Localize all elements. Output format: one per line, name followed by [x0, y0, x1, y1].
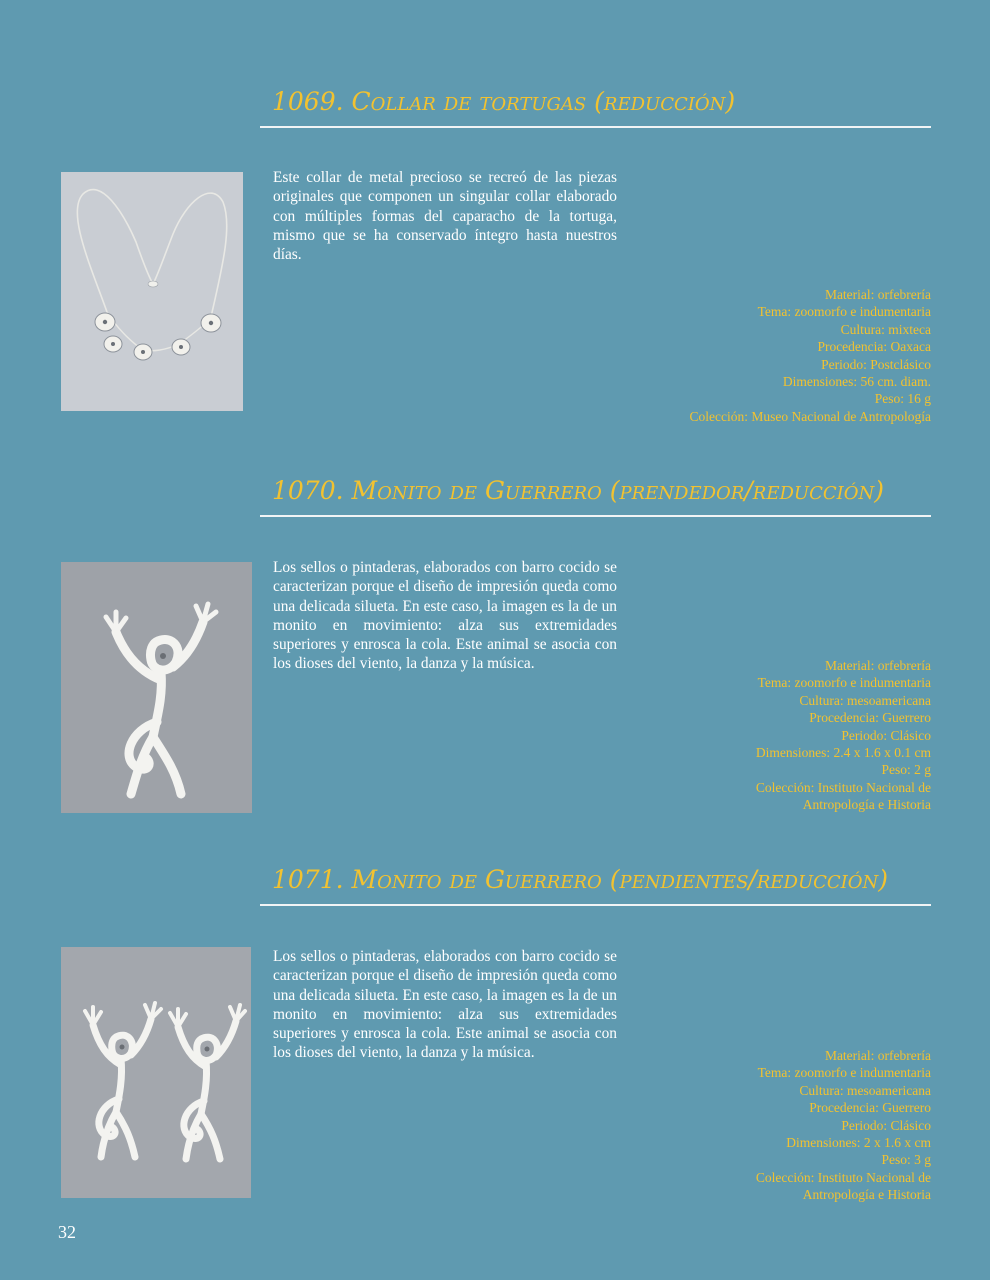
- spec-material: Material: orfebrería: [824, 1048, 931, 1063]
- entry-specs: [601, 1047, 931, 1204]
- title-divider: [260, 515, 931, 517]
- spec-coleccion-continued: Antropología e Historia: [802, 797, 931, 813]
- monkey-earrings-photo: [61, 947, 251, 1198]
- entry-title: 1071. Monito de Guerrero (pendientes/reducción): [272, 865, 889, 894]
- entry-title: 1069. Collar de tortugas (reducción): [272, 87, 736, 116]
- necklace-image: [61, 172, 243, 411]
- monkey-brooch-photo: [61, 562, 252, 813]
- title-divider: [260, 126, 931, 128]
- spec-procedencia: Procedencia: Oaxaca: [817, 339, 931, 355]
- spec-procedencia: Procedencia: Guerrero: [809, 1100, 931, 1116]
- spec-coleccion: Colección: Instituto Nacional de: [755, 779, 931, 795]
- entry-specs: [601, 286, 931, 425]
- spec-dimensiones: Dimensiones: 2.4 x 1.6 x 0.1 cm: [755, 745, 931, 761]
- entry-description: Este collar de metal precioso se recreó de las piezas originales que componen un singular collar elaborado con múltiples formas del caparacho de la tortuga, mismo que se ha conservado íntegro hasta nuestros días.: [273, 169, 617, 264]
- monkey-brooch-image: [61, 562, 252, 813]
- spec-peso: Peso: 16 g: [874, 391, 931, 407]
- spec-dimensiones: Dimensiones: 2 x 1.6 x cm: [786, 1135, 931, 1151]
- title-divider: [260, 904, 931, 906]
- spec-periodo: Periodo: Clásico: [841, 1117, 931, 1133]
- necklace-photo: [61, 172, 243, 411]
- spec-cultura: Cultura: mesoamericana: [799, 692, 931, 708]
- entry-specs: [601, 657, 931, 814]
- entry-description: Los sellos o pintaderas, elaborados con barro cocido se caracterizan porque el diseño de impresión queda como una delicada silueta. En este caso, la imagen es la de un monito en movimiento: alza sus extremidades superiores y enrosca la cola. Este animal se asocia con los dioses del viento, la danza y la música.: [273, 559, 617, 673]
- spec-tema: Tema: zoomorfo e indumentaria: [757, 675, 931, 691]
- spec-cultura: Cultura: mesoamericana: [799, 1082, 931, 1098]
- entry-description: Los sellos o pintaderas, elaborados con barro cocido se caracterizan porque el diseño de impresión queda como una delicada silueta. En este caso, la imagen es la de un monito en movimiento: alza sus extremidades superiores y enrosca la cola. Este animal se asocia con los dioses del viento, la danza y la música.: [273, 948, 617, 1062]
- spec-cultura: Cultura: mixteca: [840, 321, 931, 337]
- monkey-earrings-image: [61, 947, 251, 1198]
- spec-coleccion: Colección: Instituto Nacional de: [755, 1169, 931, 1185]
- spec-peso: Peso: 2 g: [881, 762, 931, 778]
- entry-title: 1070. Monito de Guerrero (prendedor/reducción): [272, 476, 884, 505]
- page-number: 32: [58, 1222, 76, 1242]
- spec-periodo: Periodo: Clásico: [841, 727, 931, 743]
- spec-tema: Tema: zoomorfo e indumentaria: [757, 1065, 931, 1081]
- spec-periodo: Periodo: Postclásico: [821, 356, 931, 372]
- spec-dimensiones: Dimensiones: 56 cm. diam.: [782, 374, 931, 390]
- spec-material: Material: orfebrería: [824, 658, 931, 673]
- spec-peso: Peso: 3 g: [881, 1152, 931, 1168]
- spec-material: Material: orfebrería: [824, 287, 931, 302]
- spec-coleccion: Colección: Museo Nacional de Antropología: [689, 408, 931, 424]
- spec-coleccion-continued: Antropología e Historia: [802, 1187, 931, 1203]
- spec-procedencia: Procedencia: Guerrero: [809, 710, 931, 726]
- spec-tema: Tema: zoomorfo e indumentaria: [757, 304, 931, 320]
